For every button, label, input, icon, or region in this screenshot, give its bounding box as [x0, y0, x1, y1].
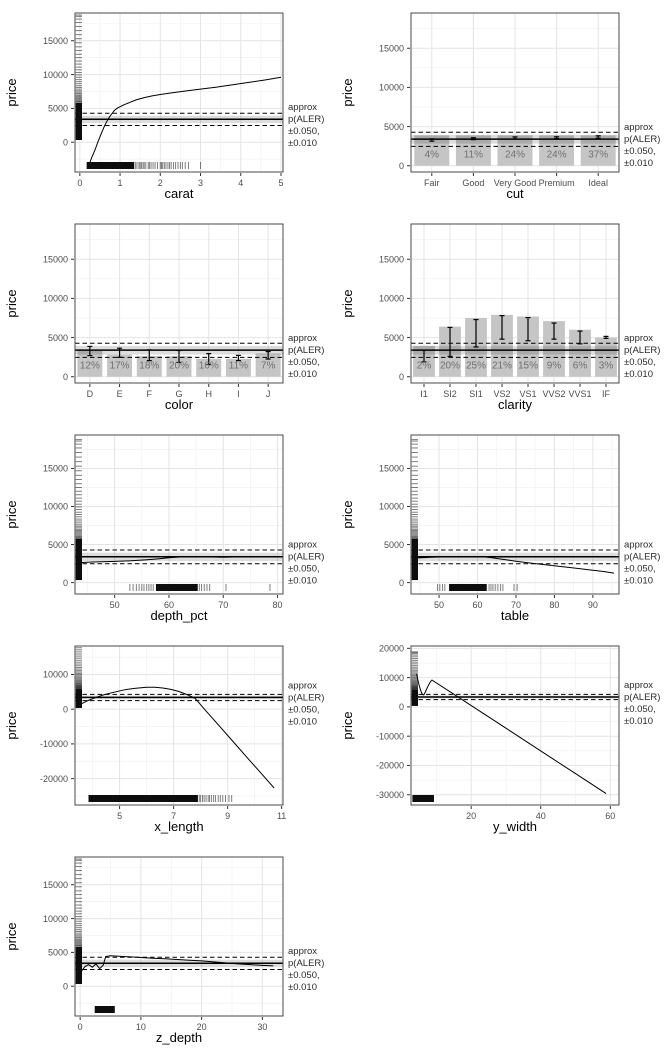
bar-pct-label: 15%: [517, 360, 539, 372]
aler-annotation: [624, 680, 660, 727]
y-tick-label: 0: [62, 371, 68, 382]
aler-annotation-line: ±0.010: [624, 158, 653, 170]
bar-pct-label: 37%: [588, 149, 609, 161]
x-tick-label: I: [237, 389, 240, 399]
aler-annotation: [288, 333, 324, 380]
y-tick-label: 5000: [383, 121, 404, 132]
y-tick-label: 10000: [378, 82, 404, 93]
x-tick-label: Good: [462, 178, 485, 188]
empty-cell: [336, 844, 672, 1055]
bar-pct-label: 7%: [260, 360, 276, 372]
aler-annotation-line: ±0.010: [288, 575, 317, 587]
y-tick-label: 0: [398, 702, 404, 713]
y-tick-label: 0: [398, 577, 404, 588]
panel-z_depth: [0, 844, 336, 1055]
y-tick-label: 15000: [42, 35, 68, 46]
x-tick-label: 30: [257, 1022, 268, 1032]
x-tick-label: VVS2: [542, 389, 566, 399]
aler-annotation: [288, 540, 324, 587]
y-rug-block: [76, 689, 82, 708]
x-tick-label: 20: [466, 811, 477, 821]
aler-annotation-line: ±0.010: [624, 369, 653, 381]
bar-pct-label: 20%: [168, 360, 190, 372]
x-tick-label: 60: [605, 811, 616, 821]
x-rug-block: [449, 584, 487, 591]
bar-pct-label: 6%: [572, 360, 588, 372]
x-tick-label: 50: [434, 600, 445, 610]
bar-pct-label: 12%: [79, 360, 100, 372]
aler-annotation-line: p(ALER): [288, 114, 325, 126]
y-tick-label: 10000: [42, 69, 68, 80]
aler-annotation-line: approx: [288, 946, 318, 958]
y-tick-label: -30000: [375, 789, 404, 800]
y-axis-title: price: [4, 711, 19, 740]
x-tick-label: 0: [77, 178, 83, 188]
aler-annotation-line: approx: [288, 333, 318, 345]
chart-color: [0, 211, 336, 422]
aler-annotation: [624, 333, 660, 380]
y-tick-label: 10000: [42, 293, 68, 304]
x-tick-label: 11: [276, 811, 287, 821]
aler-annotation-line: ±0.050,: [624, 146, 656, 158]
x-tick-label: G: [175, 389, 183, 399]
x-axis-title: z_depth: [155, 1030, 203, 1045]
aler-annotation-line: ±0.050,: [624, 357, 656, 369]
aler-annotation-line: p(ALER): [624, 691, 661, 703]
y-tick-label: 10000: [378, 672, 404, 683]
aler-annotation-line: ±0.010: [624, 715, 653, 727]
aler-annotation: [288, 102, 324, 149]
x-axis-title: carat: [164, 186, 194, 201]
aler-annotation-line: approx: [288, 539, 318, 551]
x-tick-label: 7: [171, 811, 177, 821]
panel-background: [75, 857, 283, 1016]
y-tick-label: -20000: [375, 760, 404, 771]
y-tick-label: 15000: [378, 43, 404, 54]
panel-background: [75, 646, 283, 805]
x-tick-label: 9: [225, 811, 231, 821]
x-rug-block: [95, 1006, 115, 1013]
y-axis-title: price: [4, 289, 19, 318]
bar-pct-label: 9%: [546, 360, 562, 372]
aler-annotation-line: ±0.050,: [288, 704, 320, 716]
x-axis-title: cut: [506, 186, 524, 201]
x-tick-label: 70: [510, 600, 521, 610]
x-tick-label: IF: [602, 389, 610, 399]
y-tick-label: 0: [62, 704, 68, 715]
x-rug: [412, 795, 434, 802]
y-rug: [412, 652, 418, 706]
aler-annotation-line: ±0.050,: [624, 563, 656, 575]
bar-pct-label: 20%: [439, 360, 461, 372]
chart-depth_pct: [0, 422, 336, 633]
aler-annotation: [624, 122, 660, 169]
y-axis-title: price: [340, 500, 355, 529]
x-tick-label: 5: [278, 178, 284, 188]
bar-pct-label: 21%: [491, 360, 513, 372]
aler-annotation-line: ±0.010: [288, 716, 317, 728]
aler-annotation-line: p(ALER): [288, 551, 325, 563]
bar-pct-label: 18%: [139, 360, 160, 372]
aler-annotation-line: ±0.050,: [288, 126, 320, 138]
panel-clarity: [336, 211, 672, 422]
chart-clarity: [336, 211, 672, 422]
aler-annotation: [624, 540, 660, 587]
x-tick-label: 0: [77, 1022, 83, 1032]
aler-annotation-line: approx: [624, 679, 654, 691]
bar-pct-label: 2%: [416, 360, 432, 372]
aler-annotation: [288, 680, 324, 727]
x-tick-label: 3: [198, 178, 204, 188]
y-rug-block: [412, 690, 418, 706]
x-axis-title: x_length: [154, 819, 204, 834]
aler-annotation-line: ±0.050,: [288, 970, 320, 982]
y-tick-label: 5000: [47, 947, 68, 958]
panel-y_width: [336, 633, 672, 844]
y-tick-label: 15000: [42, 463, 68, 474]
y-tick-label: -20000: [39, 773, 68, 784]
y-rug-block: [412, 538, 418, 580]
x-tick-label: 40: [535, 811, 546, 821]
x-tick-label: Ideal: [588, 178, 608, 188]
y-axis-title: price: [4, 78, 19, 107]
x-tick-label: 80: [549, 600, 560, 610]
x-tick-label: F: [146, 389, 153, 399]
y-axis-title: price: [340, 78, 355, 107]
bar-pct-label: 11%: [228, 360, 249, 372]
y-tick-label: 0: [398, 160, 404, 171]
x-tick-label: J: [265, 389, 271, 399]
bar-pct-label: 17%: [109, 360, 130, 372]
panel-table: [336, 422, 672, 633]
chart-carat: [0, 0, 336, 211]
y-tick-label: 10000: [42, 913, 68, 924]
x-tick-label: H: [205, 389, 212, 399]
x-rug-block: [412, 795, 434, 802]
x-rug-block: [156, 584, 198, 591]
y-tick-label: 5000: [383, 539, 404, 550]
y-axis-title: price: [4, 500, 19, 529]
aler-annotation-line: ±0.010: [288, 982, 317, 994]
x-tick-label: 60: [163, 600, 174, 610]
x-tick-label: 1: [117, 178, 123, 188]
x-axis-title: color: [164, 397, 194, 412]
bar-pct-label: 11%: [463, 149, 484, 161]
y-axis-title: price: [4, 922, 19, 951]
aler-annotation-line: p(ALER): [288, 958, 325, 970]
y-tick-label: 15000: [378, 463, 404, 474]
aler-annotation-line: p(ALER): [624, 134, 661, 146]
x-tick-label: 70: [218, 600, 229, 610]
x-axis-title: clarity: [498, 397, 532, 412]
chart-y_width: [336, 633, 672, 844]
aler-annotation-line: approx: [624, 333, 654, 345]
panel-x_length: [0, 633, 336, 844]
y-tick-label: 15000: [378, 254, 404, 265]
x-tick-label: VS2: [493, 389, 511, 399]
aler-annotation-line: approx: [624, 122, 654, 134]
x-tick-label: 60: [472, 600, 483, 610]
x-rug-block: [89, 795, 198, 802]
y-tick-label: 5000: [47, 332, 68, 343]
bar-pct-label: 24%: [504, 149, 526, 161]
x-tick-label: SI2: [443, 389, 457, 399]
panel-background: [75, 13, 283, 172]
bar-pct-label: 16%: [198, 360, 219, 372]
y-rug-block: [76, 103, 82, 140]
x-tick-label: Very Good: [493, 178, 537, 188]
y-tick-label: 10000: [378, 501, 404, 512]
y-tick-label: -10000: [39, 739, 68, 750]
y-tick-label: 0: [62, 137, 68, 148]
x-axis-title: y_width: [492, 819, 538, 834]
x-tick-label: 4: [238, 178, 244, 188]
panel-depth_pct: [0, 422, 336, 633]
x-tick-label: 2: [157, 178, 163, 188]
x-tick-label: I1: [420, 389, 428, 399]
x-tick-label: 80: [272, 600, 283, 610]
y-axis-title: price: [340, 289, 355, 318]
bar-pct-label: 25%: [465, 360, 487, 372]
y-tick-label: 10000: [42, 501, 68, 512]
y-tick-label: 10000: [42, 669, 68, 680]
x-tick-label: Fair: [424, 178, 440, 188]
y-tick-label: 15000: [42, 254, 68, 265]
y-tick-label: 15000: [42, 879, 68, 890]
x-tick-label: 90: [587, 600, 598, 610]
x-tick-label: E: [116, 389, 123, 399]
aler-annotation-line: ±0.010: [288, 369, 317, 381]
aler-annotation-line: ±0.010: [288, 138, 317, 150]
x-axis-title: table: [500, 608, 530, 623]
aler-annotation-line: p(ALER): [288, 345, 325, 357]
chart-cut: [336, 0, 672, 211]
x-tick-label: 10: [135, 1022, 146, 1032]
chart-z_depth: [0, 844, 336, 1055]
bar-pct-label: 4%: [424, 149, 440, 161]
y-axis-title: price: [340, 711, 355, 740]
y-rug-block: [76, 947, 82, 984]
y-rug-block: [76, 538, 82, 580]
aler-annotation-line: p(ALER): [624, 551, 661, 563]
x-tick-label: 20: [196, 1022, 207, 1032]
y-tick-label: 0: [62, 981, 68, 992]
panel-cut: [336, 0, 672, 211]
y-tick-label: 20000: [378, 643, 404, 654]
aler-annotation-line: approx: [624, 539, 654, 551]
y-tick-label: 5000: [47, 103, 68, 114]
x-rug-block: [87, 162, 134, 169]
y-tick-label: -10000: [375, 731, 404, 742]
panel-background: [75, 435, 283, 594]
x-axis-title: depth_pct: [150, 608, 208, 623]
x-tick-label: SI1: [469, 389, 483, 399]
x-rug: [95, 1006, 115, 1013]
aler-annotation-line: ±0.050,: [624, 703, 656, 715]
chart-table: [336, 422, 672, 633]
aler-annotation-line: approx: [288, 680, 318, 692]
aler-annotation-line: ±0.050,: [288, 357, 320, 369]
y-tick-label: 0: [398, 371, 404, 382]
x-tick-label: D: [86, 389, 94, 399]
panel-carat: [0, 0, 336, 211]
x-tick-label: 5: [117, 811, 123, 821]
y-tick-label: 5000: [383, 332, 404, 343]
aler-annotation-line: p(ALER): [624, 345, 661, 357]
y-tick-label: 0: [62, 577, 68, 588]
y-tick-label: 5000: [47, 539, 68, 550]
chart-x_length: [0, 633, 336, 844]
bar-pct-label: 3%: [598, 360, 614, 372]
x-tick-label: VS1: [519, 389, 537, 399]
aler-annotation-line: ±0.010: [624, 575, 653, 587]
aler-annotation-line: ±0.050,: [288, 563, 320, 575]
x-tick-label: VVS1: [568, 389, 592, 399]
x-tick-label: 50: [109, 600, 120, 610]
y-tick-label: 10000: [378, 293, 404, 304]
x-tick-label: Premium: [538, 178, 575, 188]
aler-annotation-line: p(ALER): [288, 692, 325, 704]
aler-annotation: [288, 946, 324, 993]
panel-color: [0, 211, 336, 422]
bar-pct-label: 24%: [546, 149, 567, 161]
aler-annotation-line: approx: [288, 102, 318, 114]
